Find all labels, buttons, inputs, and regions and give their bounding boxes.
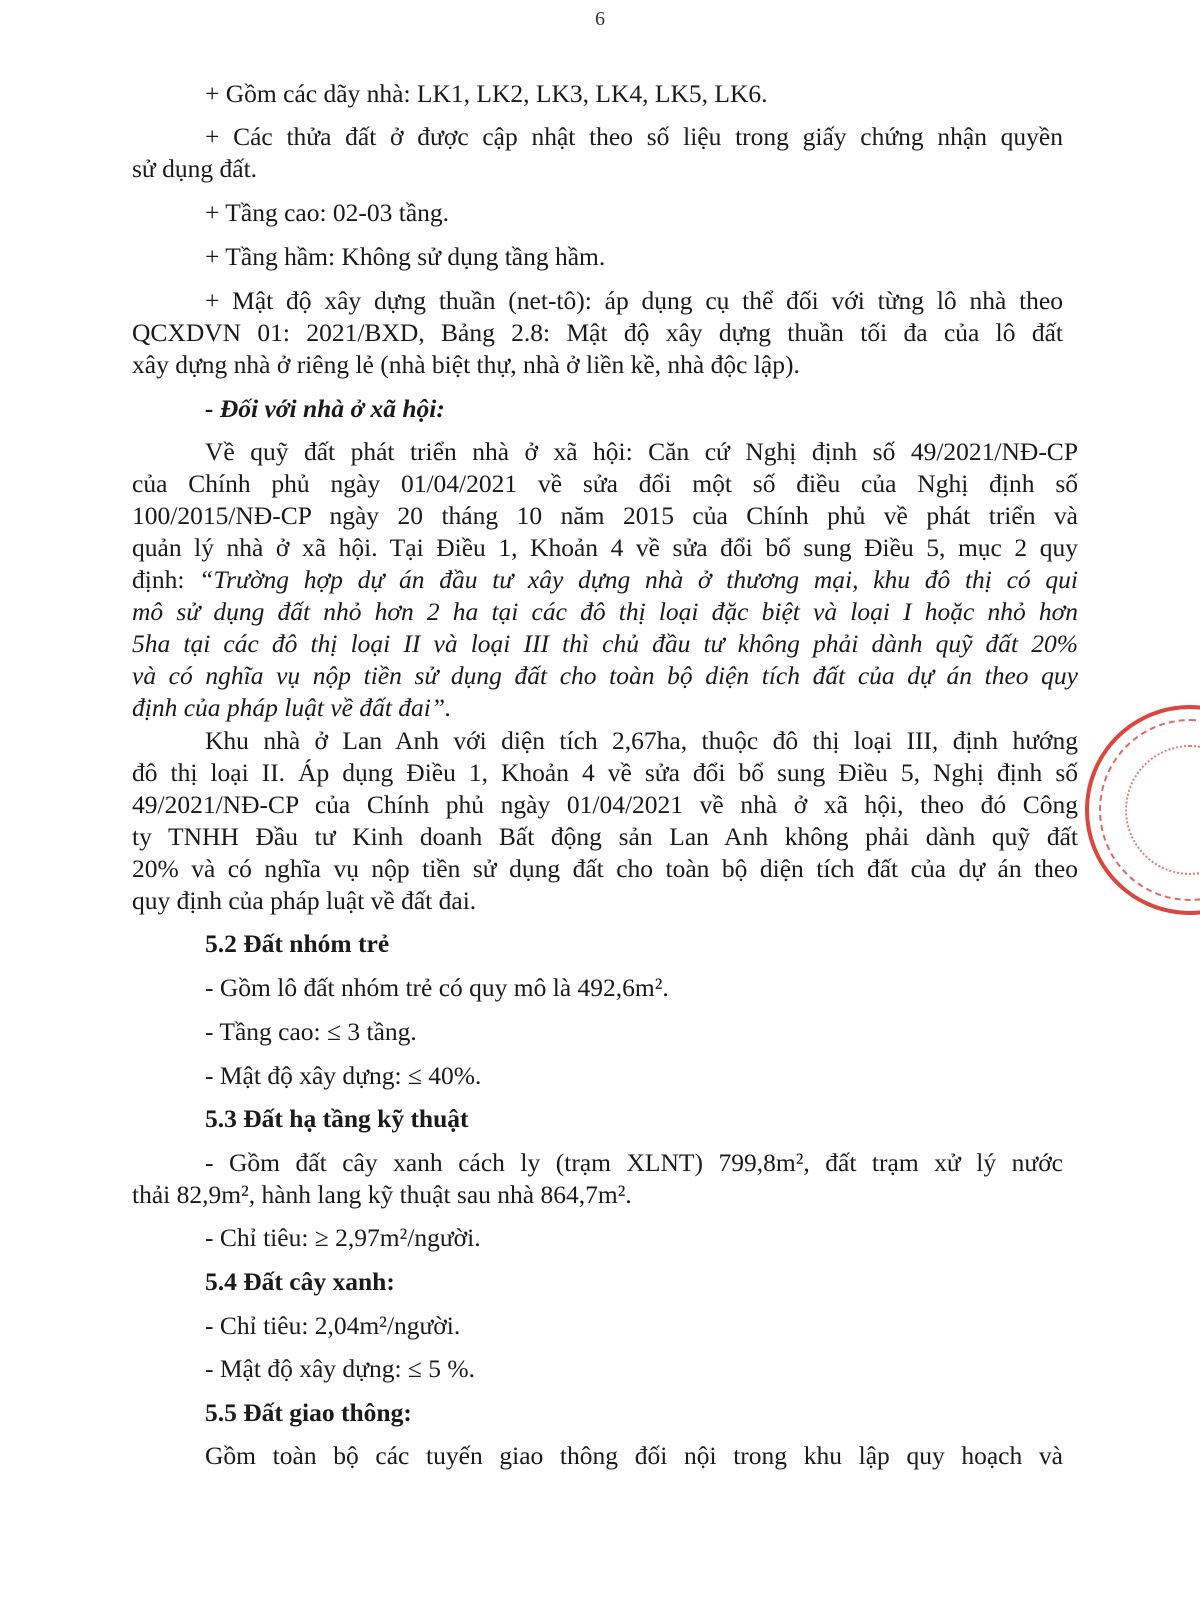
list-item: - Chỉ tiêu: ≥ 2,97m²/người. xyxy=(205,1223,481,1252)
official-seal-stamp xyxy=(1085,705,1200,915)
text-line: quản lý nhà ở xã hội. Tại Điều 1, Khoản 4 về sửa đổi bổ sung Điều 5, mục 2 quy xyxy=(132,533,1078,562)
text-line: 49/2021/NĐ-CP của Chính phủ ngày 01/04/2021 về nhà ở xã hội, theo đó Công xyxy=(132,790,1078,819)
text-line: 20% và có nghĩa vụ nộp tiền sử dụng đất cho toàn bộ diện tích đất của dự án theo xyxy=(132,854,1078,883)
text-line: + Tầng cao: 02-03 tầng. xyxy=(205,198,450,227)
list-item: - Gồm lô đất nhóm trẻ có quy mô là 492,6m². xyxy=(205,973,669,1002)
page-number: 6 xyxy=(595,8,605,30)
text-line: Về quỹ đất phát triển nhà ở xã hội: Căn cứ Nghị định số 49/2021/NĐ-CP xyxy=(205,437,1078,466)
list-item: - Tầng cao: ≤ 3 tầng. xyxy=(205,1017,417,1046)
text-span: định: xyxy=(132,565,200,594)
section-heading-5-4: 5.4 Đất cây xanh: xyxy=(205,1267,395,1296)
section-heading-5-5: 5.5 Đất giao thông: xyxy=(205,1398,412,1427)
list-item: - Mật độ xây dựng: ≤ 40%. xyxy=(205,1061,482,1090)
text-line xyxy=(132,564,1078,596)
text-line: xây dựng nhà ở riêng lẻ (nhà biệt thự, nhà ở liền kề, nhà độc lập). xyxy=(132,350,800,379)
text-line: đô thị loại II. Áp dụng Điều 1, Khoản 4 về sửa đổi bổ sung Điều 5, Nghị định số xyxy=(132,758,1078,787)
text-line: Gồm toàn bộ các tuyến giao thông đối nội trong khu lập quy hoạch và xyxy=(205,1441,1063,1470)
quote-text: “Trường hợp dự án đầu tư xây dựng nhà ở thương mại, khu đô thị có qui xyxy=(199,565,1078,594)
text-line: + Các thửa đất ở được cập nhật theo số liệu trong giấy chứng nhận quyền xyxy=(205,122,1063,151)
quote-line: 5ha tại các đô thị loại II và loại III thì chủ đầu tư không phải dành quỹ đất 20% xyxy=(132,629,1078,658)
text-line: + Tầng hầm: Không sử dụng tầng hầm. xyxy=(205,242,606,271)
text-line: QCXDVN 01: 2021/BXD, Bảng 2.8: Mật độ xây dựng thuần tối đa của lô đất xyxy=(132,318,1063,347)
text-line: của Chính phủ ngày 01/04/2021 về sửa đổi một số điều của Nghị định số xyxy=(132,469,1078,498)
text-line: sử dụng đất. xyxy=(132,154,258,183)
text-line: + Mật độ xây dựng thuần (net-tô): áp dụng cụ thể đối với từng lô nhà theo xyxy=(205,286,1063,315)
list-item: - Chỉ tiêu: 2,04m²/người. xyxy=(205,1311,461,1340)
quote-line: định của pháp luật về đất đai”. xyxy=(132,693,452,722)
section-heading-5-3: 5.3 Đất hạ tầng kỹ thuật xyxy=(205,1104,469,1133)
text-line: Khu nhà ở Lan Anh với diện tích 2,67ha, thuộc đô thị loại III, định hướng xyxy=(205,726,1078,755)
list-item: - Gồm đất cây xanh cách ly (trạm XLNT) 799,8m², đất trạm xử lý nước xyxy=(205,1148,1063,1177)
section-heading-5-2: 5.2 Đất nhóm trẻ xyxy=(205,929,390,958)
quote-line: và có nghĩa vụ nộp tiền sử dụng đất cho toàn bộ diện tích đất của dự án theo quy xyxy=(132,661,1078,690)
text-line: ty TNHH Đầu tư Kinh doanh Bất động sản Lan Anh không phải dành quỹ đất xyxy=(132,822,1078,851)
text-line: + Gồm các dãy nhà: LK1, LK2, LK3, LK4, LK5, LK6. xyxy=(205,79,768,108)
text-line: quy định của pháp luật về đất đai. xyxy=(132,886,477,915)
list-item: - Mật độ xây dựng: ≤ 5 %. xyxy=(205,1354,476,1383)
text-line: 100/2015/NĐ-CP ngày 20 tháng 10 năm 2015 của Chính phủ về phát triển và xyxy=(132,501,1078,530)
list-item: thải 82,9m², hành lang kỹ thuật sau nhà 864,7m². xyxy=(132,1180,632,1209)
subheading-social-housing: - Đối với nhà ở xã hội: xyxy=(205,394,445,423)
quote-line: mô sử dụng đất nhỏ hơn 2 ha tại các đô thị loại đặc biệt và loại I hoặc nhỏ hơn xyxy=(132,597,1078,626)
